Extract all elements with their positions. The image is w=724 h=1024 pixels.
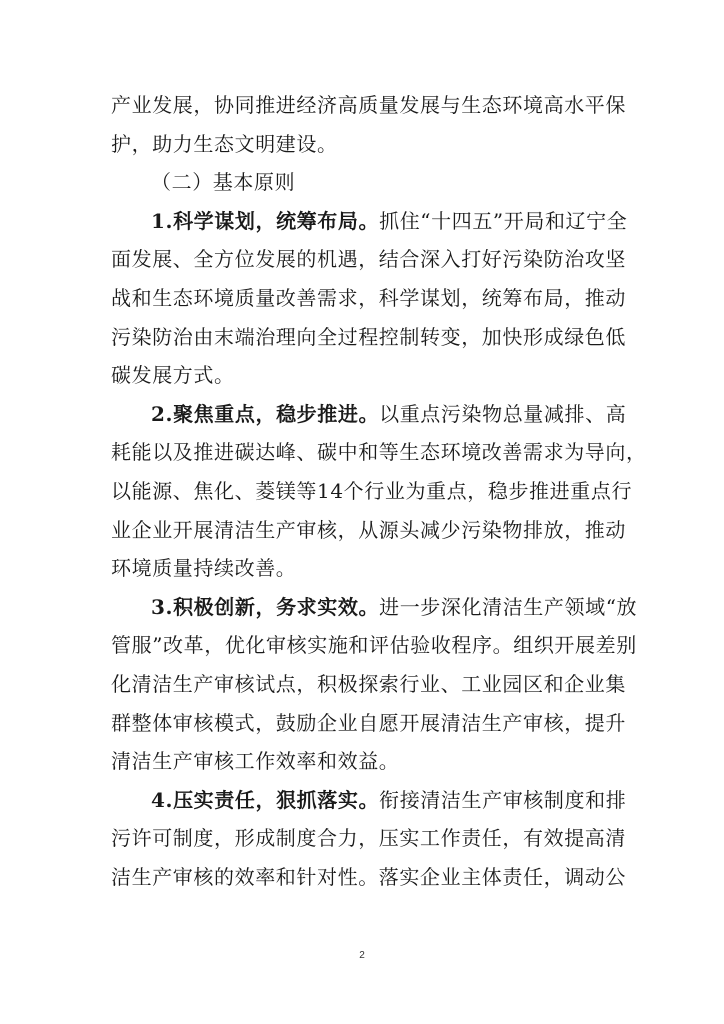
principle-3-text: 进一步深化清洁生产领域“放 bbox=[379, 594, 638, 619]
principle-1-first-line bbox=[111, 202, 628, 241]
principle-3-first-line bbox=[111, 588, 638, 627]
principle-2-title: 2.聚焦重点，稳步推进。 bbox=[151, 401, 380, 426]
paragraph-line: 清洁生产审核工作效率和效益。 bbox=[111, 749, 400, 774]
paragraph-line: 面发展、全方位发展的机遇，结合深入打好污染防治攻坚 bbox=[111, 247, 626, 272]
principle-4-title: 4.压实责任，狠抓落实。 bbox=[151, 787, 380, 812]
paragraph-line: 管服”改革，优化审核实施和评估验收程序。组织开展差别 bbox=[111, 633, 637, 658]
paragraph-line: 碳发展方式。 bbox=[111, 363, 235, 388]
principle-2-text: 以重点污染物总量减排、高 bbox=[379, 401, 627, 426]
paragraph-line: 产业发展，协同推进经济高质量发展与生态环境高水平保 bbox=[111, 93, 626, 117]
section-heading: （二）基本原则 bbox=[151, 170, 296, 195]
principle-2-first-line bbox=[111, 395, 627, 434]
paragraph-line: 群整体审核模式，鼓励企业自愿开展清洁生产审核，提升 bbox=[111, 710, 626, 735]
paragraph-line: 污染防治由末端治理向全过程控制转变，加快形成绿色低 bbox=[111, 324, 626, 349]
document-body bbox=[111, 86, 647, 896]
principle-1-text: 抓住“十四五”开局和辽宁全 bbox=[379, 208, 628, 233]
page-number: 2 bbox=[359, 950, 365, 961]
paragraph-line: 耗能以及推进碳达峰、碳中和等生态环境改善需求为导向， bbox=[111, 440, 647, 465]
paragraph-line: 洁生产审核的效率和针对性。落实企业主体责任，调动公 bbox=[111, 864, 626, 889]
principle-1-title: 1.科学谋划，统筹布局。 bbox=[151, 208, 380, 233]
principle-4-text: 衔接清洁生产审核制度和排 bbox=[379, 787, 627, 812]
principle-3-title: 3.积极创新，务求实效。 bbox=[151, 594, 380, 619]
paragraph-line: 环境质量持续改善。 bbox=[111, 556, 297, 581]
paragraph-line: 以能源、焦化、菱镁等14个行业为重点，稳步推进重点行 bbox=[111, 478, 633, 503]
paragraph-line: 护，助力生态文明建设。 bbox=[111, 131, 338, 156]
paragraph-line: 业企业开展清洁生产审核，从源头减少污染物排放，推动 bbox=[111, 517, 626, 542]
paragraph-line: 战和生态环境质量改善需求，科学谋划，统筹布局，推动 bbox=[111, 285, 626, 310]
paragraph-line: 污许可制度，形成制度合力，压实工作责任，有效提高清 bbox=[111, 826, 626, 851]
paragraph-line: 化清洁生产审核试点，积极探索行业、工业园区和企业集 bbox=[111, 671, 626, 696]
principle-4-first-line bbox=[111, 781, 627, 820]
